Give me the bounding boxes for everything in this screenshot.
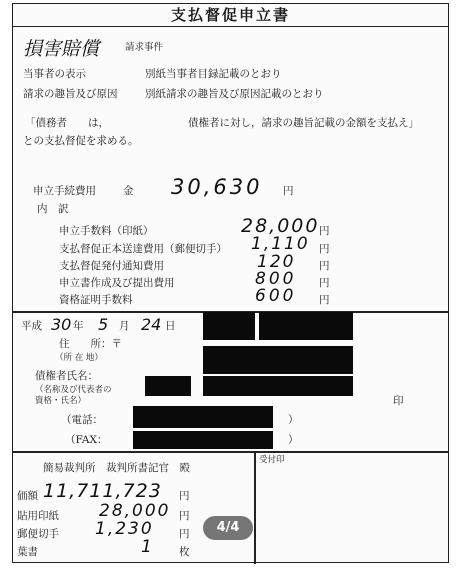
order-line1-b: 債権者に対し，請求の趣旨記載の金額を支払え」 bbox=[188, 117, 419, 129]
fax-close: ） bbox=[288, 434, 299, 446]
fee-item-unit: 円 bbox=[319, 294, 330, 306]
claim-value: 別紙請求の趣旨及び原因記載のとおり bbox=[145, 88, 324, 100]
column-divider bbox=[254, 451, 256, 564]
address-label: 住 所：〒 bbox=[59, 338, 122, 350]
fee-item-amount: 28,000 bbox=[241, 215, 320, 237]
redaction-block bbox=[203, 312, 255, 340]
fee-total-unit: 円 bbox=[283, 185, 294, 197]
postcard-amount: 1 bbox=[141, 537, 152, 557]
date-month: 5 bbox=[98, 315, 109, 334]
fee-total-amount: 30,630 bbox=[171, 175, 263, 199]
fee-item-amount: 800 bbox=[255, 269, 297, 289]
fee-breakdown-label: 内 訳 bbox=[37, 203, 69, 215]
postage-amount: 1,230 bbox=[95, 519, 154, 539]
phone-label: （電話： bbox=[61, 414, 103, 426]
fee-item-label: 申立手数料（印紙） bbox=[59, 225, 154, 237]
stamp-label: 貼用印紙 bbox=[17, 510, 59, 522]
date-month-unit: 月 bbox=[119, 320, 130, 332]
date-year-unit: 年 bbox=[73, 320, 84, 332]
claim-subject-handwritten: 損害賠償 bbox=[23, 38, 100, 60]
creditor-label: 債権者氏名： bbox=[35, 370, 98, 382]
redaction-block bbox=[259, 312, 353, 340]
postcard-unit: 枚 bbox=[179, 546, 190, 558]
fee-item-unit: 円 bbox=[319, 225, 330, 237]
fee-item-label: 支払督促発付通知費用 bbox=[59, 260, 164, 272]
value-amount: 11,711,723 bbox=[43, 480, 162, 502]
order-line2: との支払督促を求める。 bbox=[23, 135, 139, 147]
fee-item-unit: 円 bbox=[319, 243, 330, 255]
value-label: 価額 bbox=[17, 490, 38, 502]
fee-total-prefix: 金 bbox=[123, 185, 134, 197]
creditor-sublabel-2: 資格・氏名） bbox=[35, 396, 87, 406]
fee-item-label: 資格証明手数料 bbox=[59, 294, 133, 306]
claim-label: 請求の趣旨及び原因 bbox=[23, 88, 118, 100]
receipt-stamp-label: 受付印 bbox=[259, 455, 285, 465]
fee-total-label: 申立手続費用 bbox=[33, 185, 96, 197]
address-sublabel: （所 在 地） bbox=[55, 353, 103, 363]
fee-item-unit: 円 bbox=[319, 277, 330, 289]
seal-mark: 印 bbox=[393, 395, 404, 407]
postcard-label: 葉書 bbox=[17, 546, 38, 558]
parties-value: 別紙当事者目録記載のとおり bbox=[145, 68, 282, 80]
creditor-sublabel-1: （名称及び代表者の bbox=[35, 385, 112, 395]
value-unit: 円 bbox=[179, 490, 190, 502]
parties-label: 当事者の表示 bbox=[23, 68, 86, 80]
fee-item-label: 申立書作成及び提出費用 bbox=[59, 277, 175, 289]
date-year: 30 bbox=[51, 315, 72, 334]
fee-item-amount: 600 bbox=[255, 286, 297, 306]
claim-subject-suffix: 請求事件 bbox=[125, 42, 164, 53]
stamp-unit: 円 bbox=[179, 510, 190, 522]
redaction-block bbox=[133, 431, 273, 449]
redaction-block bbox=[145, 376, 191, 396]
fee-item-unit: 円 bbox=[319, 260, 330, 272]
redaction-block bbox=[203, 376, 353, 396]
court-addressee: 簡易裁判所 裁判所書記官 殿 bbox=[43, 462, 190, 474]
postage-unit: 円 bbox=[179, 528, 190, 540]
fax-label: （FAX： bbox=[65, 434, 108, 446]
date-day-unit: 日 bbox=[165, 320, 176, 332]
postage-label: 郵便切手 bbox=[17, 528, 59, 540]
fee-item-amount: 120 bbox=[257, 252, 296, 272]
section-divider bbox=[13, 451, 448, 453]
fee-item-label: 支払督促正本送達費用（郵便切手） bbox=[59, 243, 227, 255]
phone-close: ） bbox=[288, 414, 299, 426]
form-title: 支払督促申立書 bbox=[13, 4, 448, 27]
fee-item-amount: 1,110 bbox=[251, 234, 310, 254]
order-line1-a: 「債務者 は， bbox=[25, 117, 109, 129]
date-day: 24 bbox=[141, 315, 162, 334]
date-era: 平成 bbox=[21, 320, 42, 332]
application-form bbox=[12, 3, 449, 563]
page-indicator-badge: 4/4 bbox=[203, 516, 253, 540]
redaction-block bbox=[203, 346, 353, 374]
stamp-amount: 28,000 bbox=[99, 501, 171, 521]
redaction-block bbox=[133, 406, 273, 428]
